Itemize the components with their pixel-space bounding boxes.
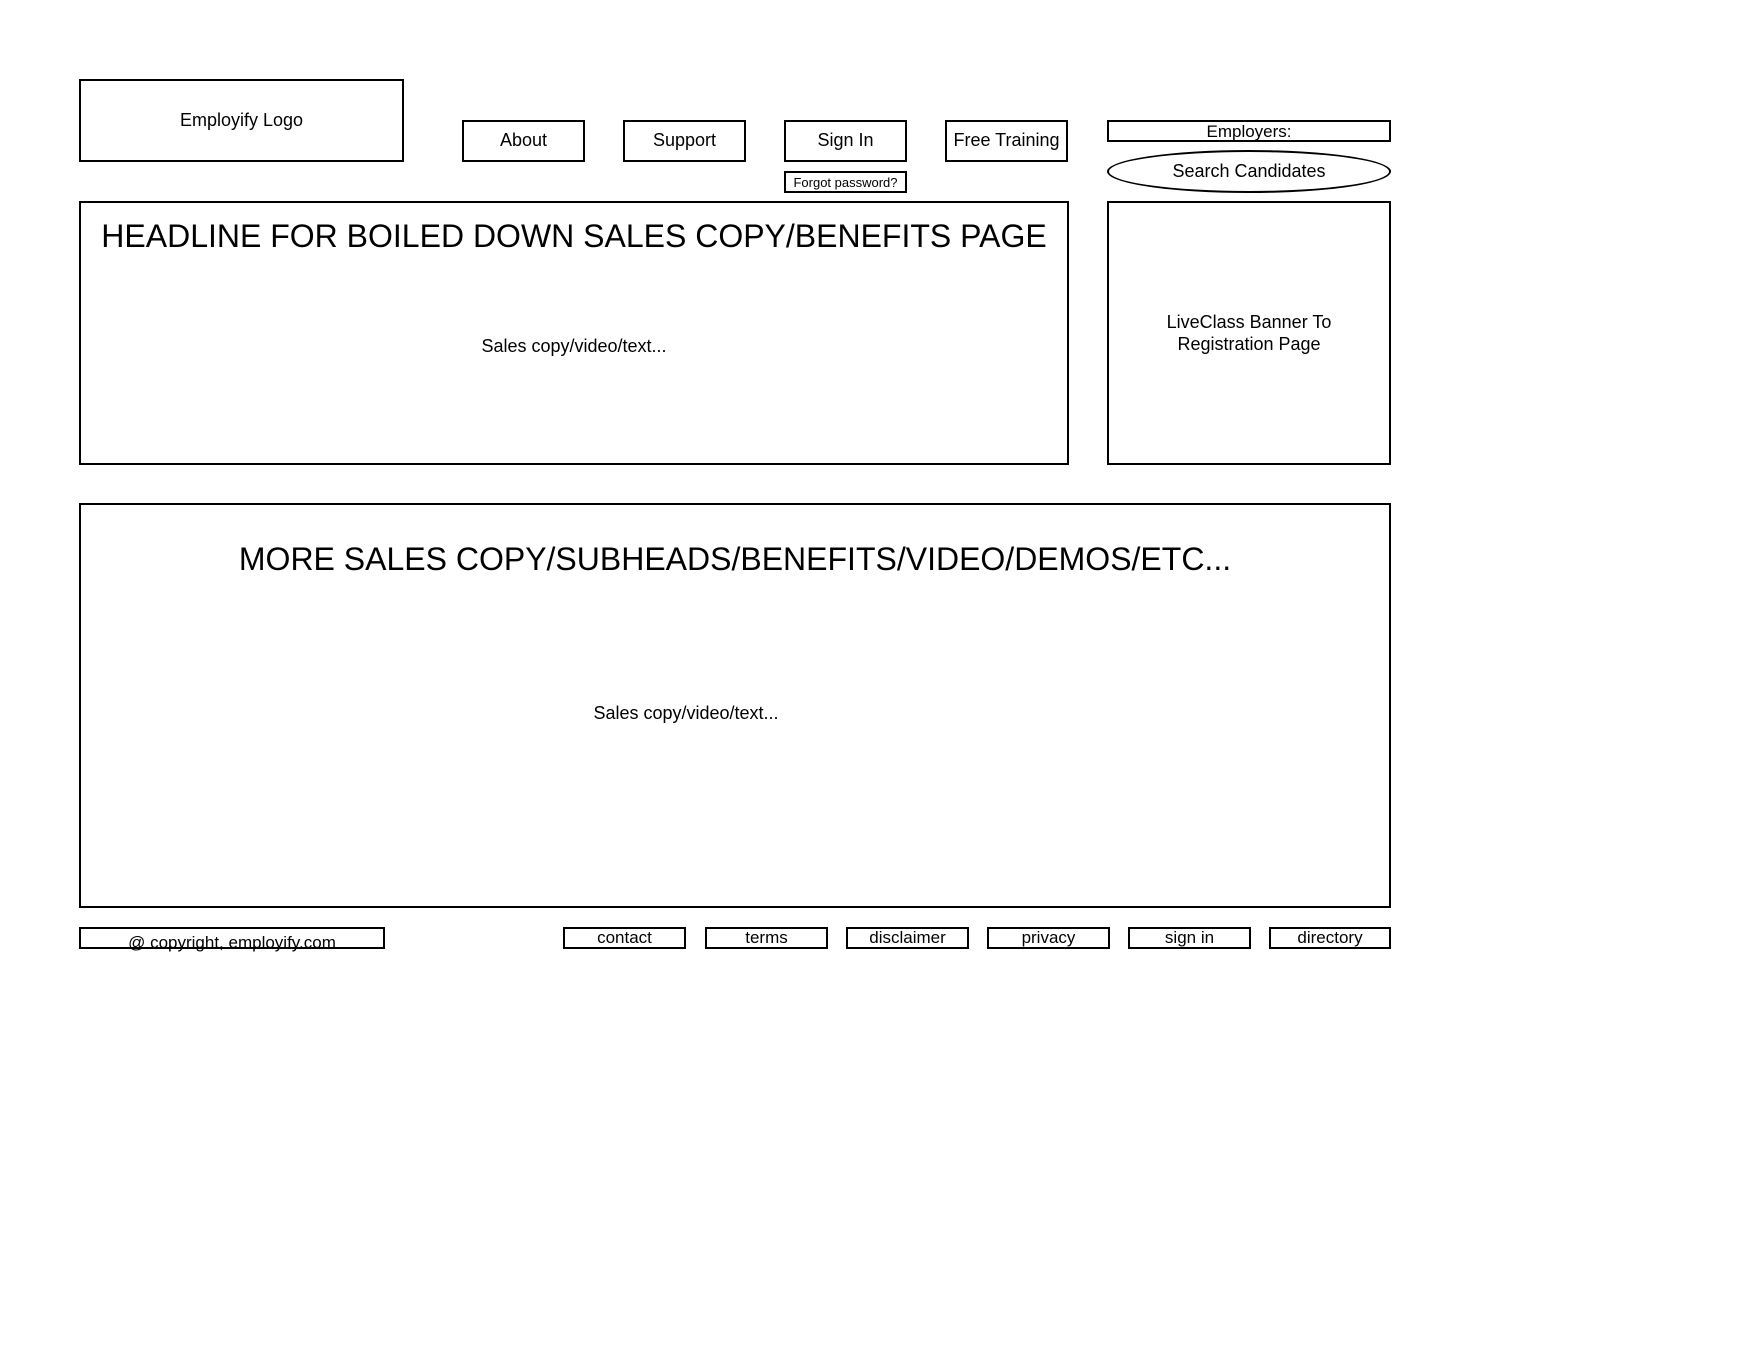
hero-headline: HEADLINE FOR BOILED DOWN SALES COPY/BENEFITS PAGE: [101, 218, 1047, 254]
nav-sign-in-label: Sign In: [817, 130, 874, 150]
footer-copyright-text: @ copyright, employify.com: [128, 933, 336, 952]
footer-link-privacy[interactable]: [987, 927, 1110, 949]
more-body: Sales copy/video/text...: [593, 703, 779, 723]
footer-link-terms[interactable]: [705, 927, 828, 949]
nav-free-training-button[interactable]: [945, 120, 1068, 162]
employers-label-box: [1107, 120, 1391, 142]
logo-label: Employify Logo: [179, 110, 304, 130]
liveclass-banner[interactable]: [1107, 201, 1391, 465]
footer-link-label: terms: [745, 928, 788, 947]
footer-link-label: privacy: [1021, 928, 1076, 947]
footer-link-sign-in[interactable]: [1128, 927, 1251, 949]
search-candidates-button[interactable]: [1107, 150, 1391, 193]
more-headline: MORE SALES COPY/SUBHEADS/BENEFITS/VIDEO/DEMOS/ETC...: [238, 541, 1232, 577]
search-candidates-label: Search Candidates: [1172, 161, 1326, 181]
nav-sign-in-button[interactable]: [784, 120, 907, 162]
hero-body: Sales copy/video/text...: [481, 336, 667, 356]
liveclass-banner-text: LiveClass Banner To Registration Page: [1166, 312, 1332, 354]
nav-about-label: About: [499, 130, 548, 150]
footer-copyright: [79, 927, 385, 952]
footer-link-directory[interactable]: [1269, 927, 1391, 949]
forgot-password-label: Forgot password?: [793, 174, 898, 190]
forgot-password-link[interactable]: [784, 171, 907, 193]
nav-free-training-label: Free Training: [953, 130, 1060, 150]
footer-link-label: directory: [1297, 928, 1363, 947]
nav-support-label: Support: [652, 130, 717, 150]
footer-link-disclaimer[interactable]: [846, 927, 969, 949]
footer-link-contact[interactable]: [563, 927, 686, 949]
logo-placeholder[interactable]: [79, 79, 404, 162]
more-sales-section: [79, 503, 1391, 908]
employers-label: Employers:: [1206, 121, 1292, 141]
footer-link-label: disclaimer: [869, 928, 946, 947]
nav-support-button[interactable]: [623, 120, 746, 162]
nav-about-button[interactable]: [462, 120, 585, 162]
footer-link-label: contact: [597, 928, 652, 947]
hero-section: [79, 201, 1069, 465]
footer-link-label: sign in: [1164, 928, 1215, 947]
